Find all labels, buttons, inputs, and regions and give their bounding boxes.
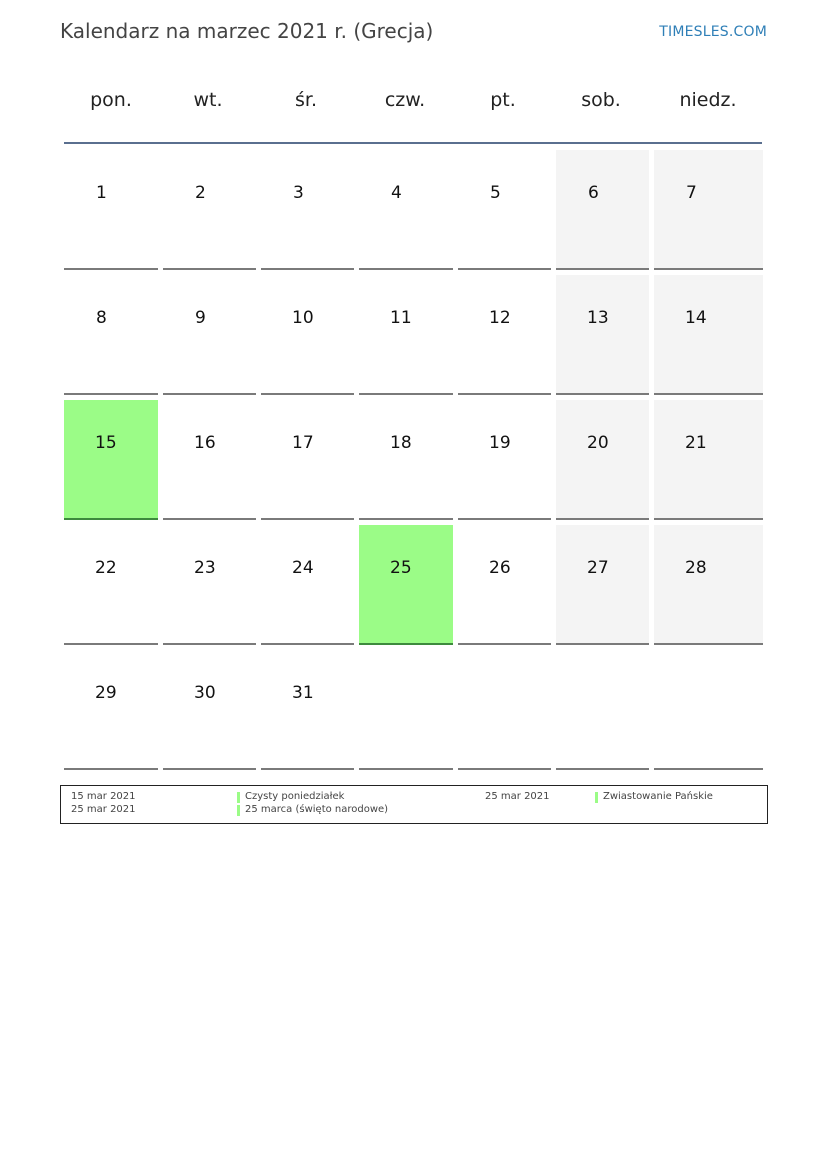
day-number: 3 bbox=[293, 183, 304, 203]
day-number: 31 bbox=[292, 683, 314, 703]
day-number: 5 bbox=[490, 183, 501, 203]
day-cell bbox=[261, 525, 354, 645]
day-cell bbox=[64, 150, 158, 270]
legend-holiday-name bbox=[237, 804, 388, 815]
day-number: 23 bbox=[194, 558, 216, 578]
day-cell bbox=[654, 525, 763, 645]
weekday-tue: wt. bbox=[193, 89, 223, 111]
day-cell bbox=[359, 400, 453, 520]
legend-holiday-name bbox=[595, 791, 713, 802]
day-cell bbox=[458, 275, 551, 395]
day-cell bbox=[556, 400, 649, 520]
day-number: 24 bbox=[292, 558, 314, 578]
day-cell bbox=[261, 650, 354, 770]
day-cell bbox=[163, 650, 256, 770]
day-cell bbox=[654, 400, 763, 520]
weekday-fri: pt. bbox=[490, 89, 516, 111]
day-cell bbox=[163, 150, 256, 270]
day-cell bbox=[163, 275, 256, 395]
brand-link[interactable]: TIMESLES.COM bbox=[659, 24, 767, 40]
day-number: 21 bbox=[685, 433, 707, 453]
legend-holiday-label: Zwiastowanie Pańskie bbox=[603, 791, 713, 802]
day-cell bbox=[458, 525, 551, 645]
weekday-wed: śr. bbox=[294, 89, 317, 111]
day-number: 12 bbox=[489, 308, 511, 328]
day-number: 19 bbox=[489, 433, 511, 453]
day-number: 25 bbox=[390, 558, 412, 578]
weekday-thu: czw. bbox=[384, 89, 426, 111]
day-cell bbox=[556, 150, 649, 270]
legend-color-swatch bbox=[237, 792, 240, 803]
day-cell bbox=[359, 150, 453, 270]
day-cell bbox=[359, 275, 453, 395]
day-cell bbox=[458, 150, 551, 270]
legend-date: 15 mar 2021 bbox=[71, 791, 136, 802]
holiday-legend bbox=[60, 785, 768, 824]
legend-date: 25 mar 2021 bbox=[485, 791, 550, 802]
day-cell bbox=[64, 650, 158, 770]
day-number: 2 bbox=[195, 183, 206, 203]
day-number: 16 bbox=[194, 433, 216, 453]
day-cell bbox=[64, 400, 158, 520]
day-cell bbox=[261, 275, 354, 395]
day-number: 26 bbox=[489, 558, 511, 578]
day-number: 30 bbox=[194, 683, 216, 703]
day-cell bbox=[163, 525, 256, 645]
legend-holiday-label: 25 marca (święto narodowe) bbox=[245, 804, 389, 815]
page-title: Kalendarz na marzec 2021 r. (Grecja) bbox=[60, 19, 434, 43]
empty-day-cell bbox=[458, 650, 551, 770]
day-cell bbox=[163, 400, 256, 520]
empty-day-cell bbox=[359, 650, 453, 770]
day-number: 15 bbox=[95, 433, 117, 453]
day-cell bbox=[64, 525, 158, 645]
legend-holiday-name bbox=[237, 791, 344, 802]
day-number: 29 bbox=[95, 683, 117, 703]
day-number: 22 bbox=[95, 558, 117, 578]
day-number: 13 bbox=[587, 308, 609, 328]
day-number: 20 bbox=[587, 433, 609, 453]
day-cell bbox=[359, 525, 453, 645]
day-number: 27 bbox=[587, 558, 609, 578]
day-cell bbox=[654, 275, 763, 395]
day-number: 4 bbox=[391, 183, 402, 203]
legend-holiday-label: Czysty poniedziałek bbox=[245, 791, 345, 802]
day-number: 7 bbox=[686, 183, 697, 203]
day-cell bbox=[64, 275, 158, 395]
day-cell bbox=[261, 150, 354, 270]
weekday-sun: niedz. bbox=[679, 89, 737, 111]
legend-date: 25 mar 2021 bbox=[71, 804, 136, 815]
day-number: 11 bbox=[390, 308, 412, 328]
day-number: 6 bbox=[588, 183, 599, 203]
day-cell bbox=[556, 275, 649, 395]
weekday-mon: pon. bbox=[90, 89, 132, 111]
day-number: 17 bbox=[292, 433, 314, 453]
day-cell bbox=[458, 400, 551, 520]
day-number: 14 bbox=[685, 308, 707, 328]
day-cell bbox=[261, 400, 354, 520]
day-number: 8 bbox=[96, 308, 107, 328]
day-cell bbox=[556, 525, 649, 645]
day-number: 28 bbox=[685, 558, 707, 578]
weekday-sat: sob. bbox=[581, 89, 621, 111]
legend-color-swatch bbox=[595, 792, 598, 803]
day-cell bbox=[654, 150, 763, 270]
day-number: 1 bbox=[96, 183, 107, 203]
day-number: 18 bbox=[390, 433, 412, 453]
legend-color-swatch bbox=[237, 805, 240, 816]
empty-day-cell bbox=[654, 650, 763, 770]
day-number: 9 bbox=[195, 308, 206, 328]
day-number: 10 bbox=[292, 308, 314, 328]
empty-day-cell bbox=[556, 650, 649, 770]
